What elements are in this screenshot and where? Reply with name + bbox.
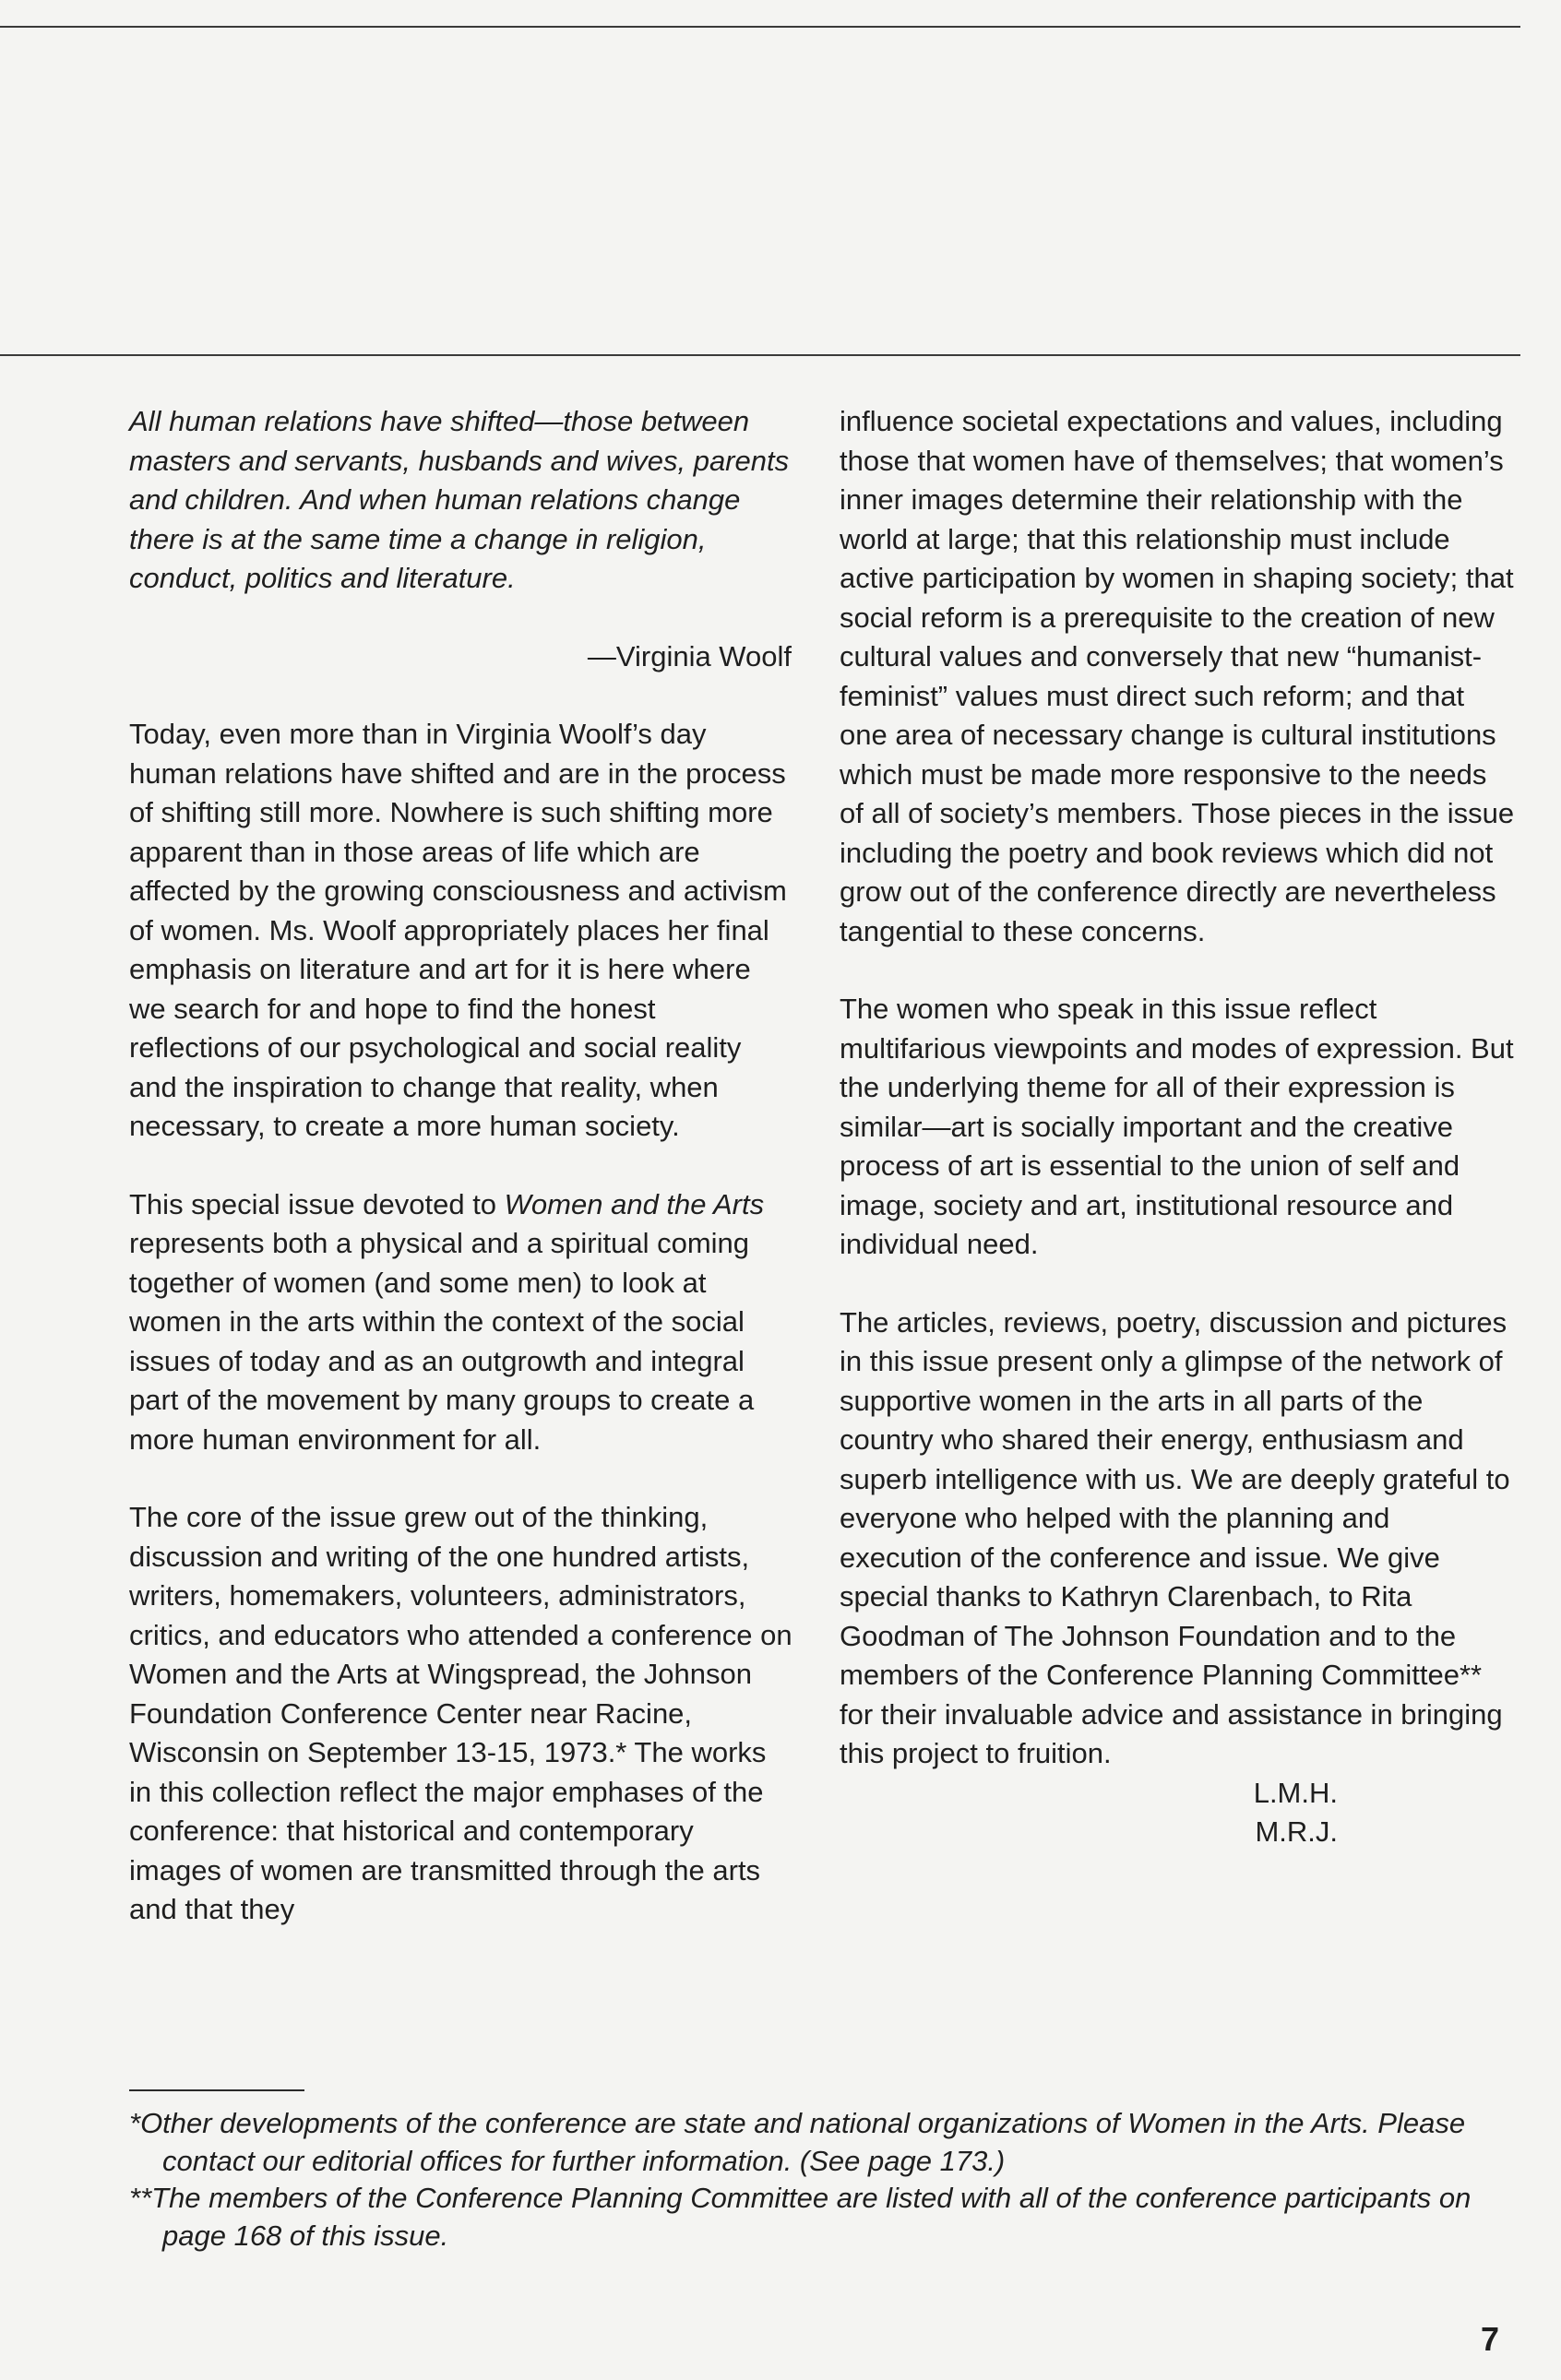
footnote-1: *Other developments of the conference are state and national organizations of Women in the Arts. Please contact our editorial offices for further information. (See page 173.) — [129, 2107, 1466, 2177]
page-number: 7 — [1481, 2320, 1500, 2358]
footnotes — [129, 2105, 1513, 2255]
signature-lmh: L.M.H. — [1253, 1776, 1338, 1809]
paragraph-women-who-speak: The women who speak in this issue reflect multifarious viewpoints and modes of expression. But the underlying theme for all of their expression is similar—art is socially important and the creative process of art is essential to the union of self and image, society and art, institutional resource and individual need. — [840, 993, 1514, 1260]
header-rule — [0, 354, 1520, 356]
footnote-2: **The members of the Conference Planning Committee are listed with all of the conference participants on page 168 of this issue. — [129, 2182, 1472, 2252]
epigraph-quote: All human relations have shifted—those between masters and servants, husbands and wives, parents and children. And when human relations change there is at the same time a change in religion, conduct, politics and literature. — [129, 405, 790, 594]
signatures — [840, 1774, 1518, 1852]
signature-mrj: M.R.J. — [1255, 1815, 1338, 1848]
paragraph-influence: influence societal expectations and values, including those that women have of themselves; that women’s inner images determine their relationship with the world at large; that this relationship must include active participation by women in shaping society; that social reform is a prerequisite to the creation of new cultural values and conversely that new “humanist-feminist” values must direct such reform; and that one area of necessary change is cultural institutions which must be made more responsive to the needs of all of society’s members. Those pieces in the issue including the poetry and book reviews which did not grow out of the conference directly are nevertheless tangential to these concerns. — [840, 405, 1515, 947]
top-rule — [0, 26, 1520, 28]
paragraph-special-issue-lead: This special issue devoted to — [129, 1187, 505, 1220]
epigraph-attribution: —Virginia Woolf — [587, 639, 792, 672]
issue-title: Women and the Arts — [504, 1187, 765, 1220]
right-column — [840, 402, 1518, 1852]
paragraph-core-of-issue: The core of the issue grew out of the thinking, discussion and writing of the one hundred artists, writers, homemakers, volunteers, administrators, critics, and educators who attended a conference on Women and the Arts at Wingspread, the Johnson Foundation Conference Center near Racine, Wisconsin on September 13-15, 1973.* The works in this collection reflect the major emphases of the conference: that historical and contemporary images of women are transmitted through the arts and that they — [129, 1501, 792, 1925]
paragraph-special-issue — [129, 1185, 793, 1460]
paragraph-today: Today, even more than in Virginia Woolf’s day human relations have shifted and are in the process of shifting still more. Nowhere is such shifting more apparent than in those areas of life which are affected by the growing consciousness and activism of women. Ms. Woolf appropriately places her final emphasis on literature and art for it is here where we search for and hope to find the honest reflections of our psychological and social reality and the inspiration to change that reality, when necessary, to create a more human society. — [129, 718, 787, 1142]
paragraph-special-issue-rest: represents both a physical and a spiritual coming together of women (and some men) to look at women in the arts within the context of the social issues of today and as an outgrowth and integral part of the movement by many groups to create a more human environment for all. — [129, 1227, 755, 1456]
paragraph-acknowledgements: The articles, reviews, poetry, discussion and pictures in this issue present only a glimpse of the network of supportive women in the arts in all parts of the country who shared their energy, enthusiasm and superb intelligence with us. We are deeply grateful to everyone who helped with the planning and execution of the conference and issue. We give special thanks to Kathryn Clarenbach, to Rita Goodman of The Johnson Foundation and to the members of the Conference Planning Committee** for their invaluable advice and assistance in bringing this project to fruition. — [840, 1305, 1510, 1769]
left-column — [129, 402, 793, 1930]
footnote-rule — [129, 2089, 304, 2091]
